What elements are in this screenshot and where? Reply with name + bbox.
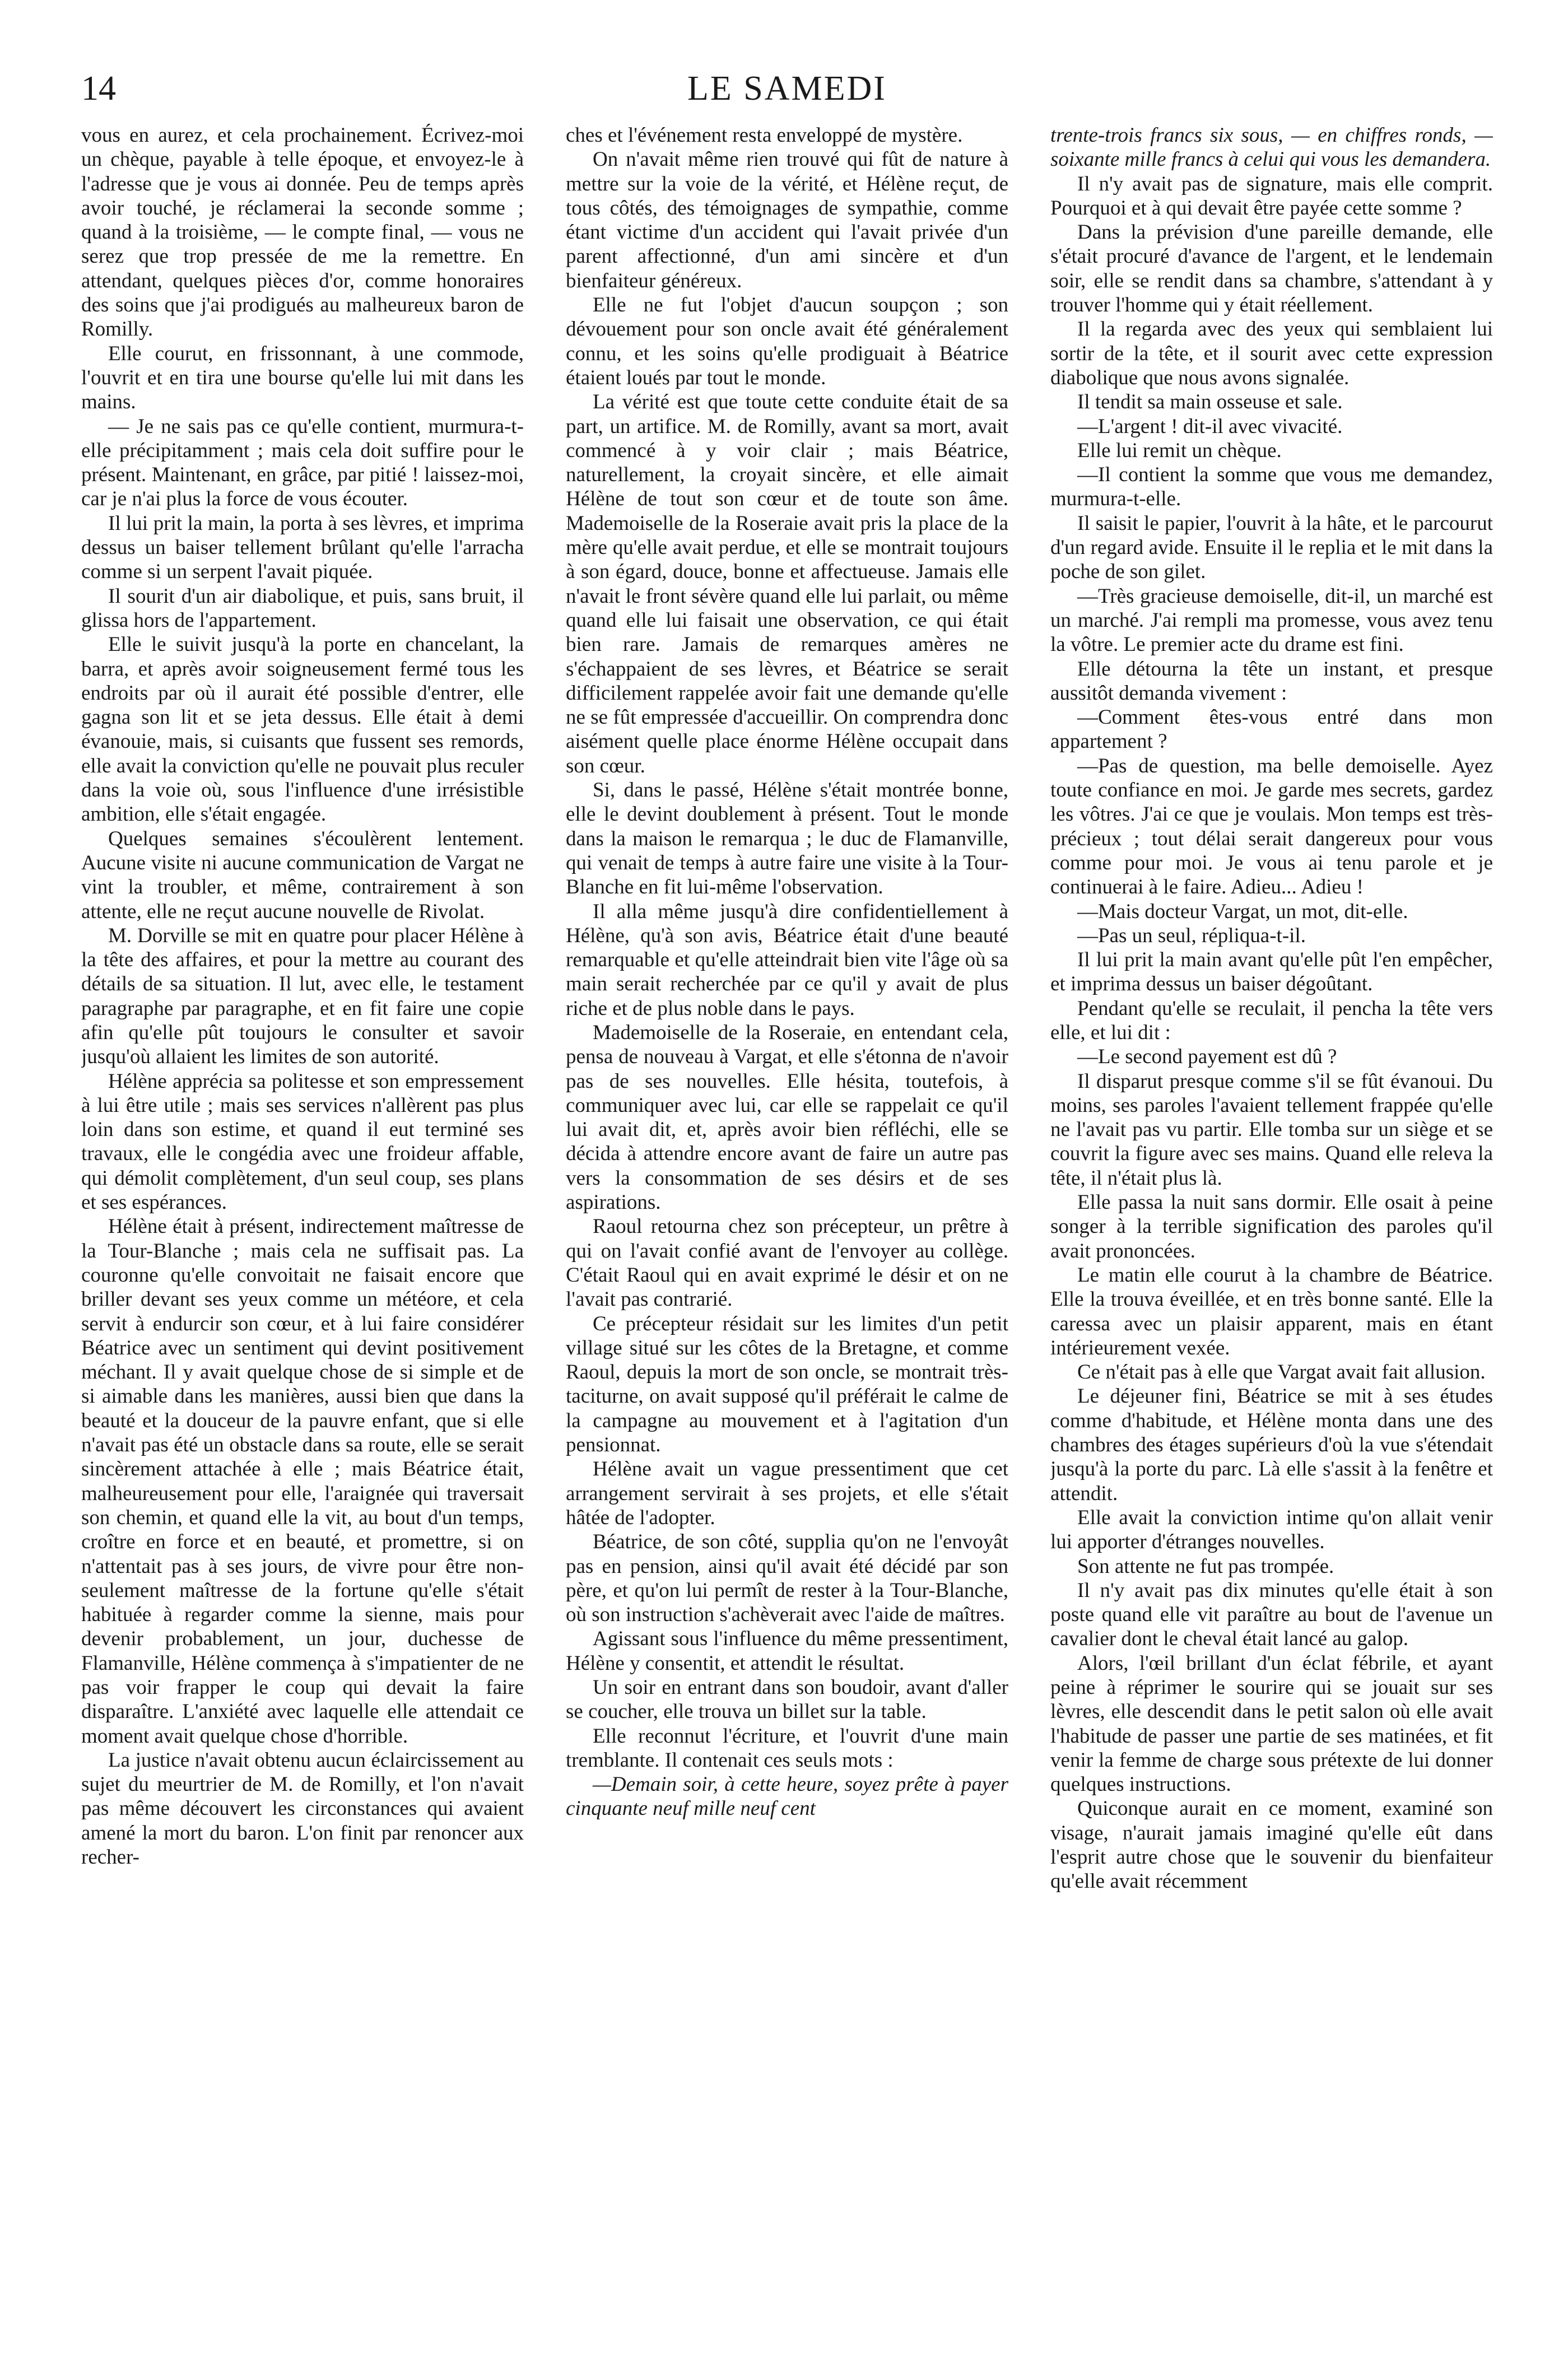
paragraph: Mademoiselle de la Roseraie, en entendant cela, pensa de nouveau à Vargat, et elle s'étonna de n'avoir pas de ses nouvelles. Elle hésita, toutefois, à communiquer avec lui, car elle se rappelait ce qu'il lui avait dit, et, après avoir bien réfléchi, elle se décida à attendre encore avant de faire un autre pas vers la consommation de ses désirs et de ses aspirations. — [566, 1021, 1008, 1214]
column-2 — [566, 123, 1008, 2341]
paragraph: —Le second payement est dû ? — [1077, 1045, 1337, 1069]
paragraph: Il lui prit la main, la porta à ses lèvres, et imprima dessus un baiser tellement brûlant qu'elle l'arracha comme si un serpent l'avait piquée. — [81, 511, 524, 584]
paragraph: Pendant qu'elle se reculait, il pencha la tête vers elle, et lui dit : — [1050, 997, 1493, 1044]
paragraph: Hélène avait un vague pressentiment que cet arrangement servirait à ses projets, et elle s'était hâtée de l'adopter. — [566, 1458, 1008, 1529]
text-columns — [81, 123, 1493, 2341]
running-title: LE SAMEDI — [687, 69, 887, 108]
paragraph: Il lui prit la main avant qu'elle pût l'en empêcher, et imprima dessus un baiser dégoûtant. — [1050, 948, 1493, 996]
paragraph: On n'avait même rien trouvé qui fût de nature à mettre sur la voie de la vérité, et Hélène reçut, de tous côtés, des témoignages de sympathie, comme étant victime d'un accident qui l'avait privée d'un parent affectionné, d'un ami sincère et d'un bienfaiteur généreux. — [566, 148, 1008, 292]
paragraph: Il n'y avait pas dix minutes qu'elle était à son poste quand elle vit paraître au bout de l'avenue un cavalier dont le cheval était lancé au galop. — [1050, 1579, 1493, 1651]
paragraph: —Il contient la somme que vous me demandez, murmura-t-elle. — [1050, 463, 1493, 511]
paragraph: Un soir en entrant dans son boudoir, avant d'aller se coucher, elle trouva un billet sur la table. — [566, 1676, 1008, 1724]
paragraph: Elle courut, en frissonnant, à une commode, l'ouvrit et en tira une bourse qu'elle lui mit dans les mains. — [81, 342, 524, 414]
paragraph: Il la regarda avec des yeux qui semblaient lui sortir de la tête, et il sourit avec cette expression diabolique que nous avons signalée. — [1050, 318, 1493, 389]
column-1 — [81, 123, 524, 2341]
paragraph: Elle passa la nuit sans dormir. Elle osait à peine songer à la terrible signification des paroles qu'il avait prononcées. — [1050, 1191, 1493, 1263]
paragraph: ches et l'événement resta enveloppé de mystère. — [566, 124, 963, 147]
paragraph: Hélène était à présent, indirectement maîtresse de la Tour-Blanche ; mais cela ne suffisait pas. La couronne qu'elle convoitait ne faisait encore que briller devant ses yeux comme un météore, et cela servit à endurcir son cœur, et à lui faire considérer Béatrice avec un sentiment qui devint positivement méchant. Il y avait quelque chose de si simple et de si aimable dans les manières, aussi bien que dans la beauté et la douceur de la pauvre enfant, que si elle n'avait pas été un obstacle dans sa route, elle se serait sincèrement attachée à elle ; mais Béatrice était, malheureusement pour elle, l'araignée qui traversait son chemin, et quand elle la vit, au bout d'un temps, croître en force et en beauté, et promettre, si on n'attentait pas à ses jours, de vivre pour être non-seulement maîtresse de la fortune qu'elle s'était habituée à regarder comme la sienne, mais pour devenir probablement, un jour, duchesse de Flamanville, Hélène commença à s'impatienter de ne pas voir frapper le coup qui devait la faire disparaître. L'anxiété avec laquelle elle attendait ce moment avait quelque chose d'horrible. — [81, 1215, 524, 1748]
paragraph: —L'argent ! dit-il avec vivacité. — [1077, 415, 1343, 438]
paragraph: Elle avait la conviction intime qu'on allait venir lui apporter d'étranges nouvelles. — [1050, 1506, 1493, 1554]
paragraph: —Pas un seul, répliqua-t-il. — [1077, 924, 1306, 947]
paragraph: —Demain soir, à cette heure, soyez prête à payer cinquante neuf mille neuf cent — [566, 1773, 1008, 1820]
paragraph: —Comment êtes-vous entré dans mon appartement ? — [1050, 706, 1493, 753]
paragraph: Elle ne fut l'objet d'aucun soupçon ; son dévouement pour son oncle avait été généralement connu, et les soins qu'elle prodiguait à Béatrice étaient loués par tout le monde. — [566, 294, 1008, 389]
paragraph: Raoul retourna chez son précepteur, un prêtre à qui on l'avait confié avant de l'envoyer au collège. C'était Raoul qui en avait exprimé le désir et on ne l'avait pas contrarié. — [566, 1215, 1008, 1311]
column-3 — [1050, 123, 1493, 2341]
paragraph: trente-trois francs six sous, — en chiffres ronds, — soixante mille francs à celui qui vous les demandera. — [1050, 124, 1493, 171]
paragraph: Il n'y avait pas de signature, mais elle comprit. Pourquoi et à qui devait être payée cette somme ? — [1050, 172, 1493, 220]
paragraph: Ce n'était pas à elle que Vargat avait fait allusion. — [1077, 1361, 1486, 1384]
paragraph: Il saisit le papier, l'ouvrit à la hâte, et le parcourut d'un regard avide. Ensuite il le replia et le mit dans la poche de son gilet. — [1050, 511, 1493, 584]
paragraph: — Je ne sais pas ce qu'elle contient, murmura-t-elle précipitamment ; mais cela doit suffire pour le présent. Maintenant, en grâce, par pitié ! laissez-moi, car je n'ai plus la force de vous écouter. — [81, 415, 524, 511]
paragraph: —Pas de question, ma belle demoiselle. Ayez toute confiance en moi. Je garde mes secrets, gardez les vôtres. J'ai ce que je voulais. Mon temps est très-précieux ; tout délai serait dangereux pour vous comme pour moi. Je vous ai tenu parole et je continuerai à le faire. Adieu... Adieu ! — [1050, 754, 1493, 899]
paragraph: Il alla même jusqu'à dire confidentiellement à Hélène, qu'à son avis, Béatrice était d'une beauté remarquable et qu'elle atteindrait bien vite l'âge où sa main serait recherchée par ce qu'il y avait de plus riche et de plus noble dans le pays. — [566, 900, 1008, 1020]
paragraph: Son attente ne fut pas trompée. — [1077, 1554, 1334, 1578]
paragraph: Agissant sous l'influence du même pressentiment, Hélène y consentit, et attendit le résultat. — [566, 1627, 1008, 1675]
paragraph: Hélène apprécia sa politesse et son empressement à lui être utile ; mais ses services n'allèrent pas plus loin dans son estime, et quand il eut terminé ses travaux, elle le congédia avec une froideur affable, qui démolit complètement, d'un seul coup, ses plans et ses espérances. — [81, 1069, 524, 1214]
paragraph: Il disparut presque comme s'il se fût évanoui. Du moins, ses paroles l'avaient tellement frappée qu'elle ne l'avait pas vu partir. Elle tomba sur un siège et se couvrit la figure avec ses mains. Quand elle releva la tête, il n'était plus là. — [1050, 1069, 1493, 1190]
paragraph: —Mais docteur Vargat, un mot, dit-elle. — [1077, 900, 1408, 923]
paragraph: Si, dans le passé, Hélène s'était montrée bonne, elle le devint doublement à présent. Tout le monde dans la maison le remarqua ; le duc de Flamanville, qui venait de temps à autre faire une visite à la Tour-Blanche en fit lui-même l'observation. — [566, 779, 1008, 899]
paragraph: Le matin elle courut à la chambre de Béatrice. Elle la trouva éveillée, et en très bonne santé. Elle la caressa avec un plaisir apparent, mais en étant intérieurement vexée. — [1050, 1263, 1493, 1359]
paragraph: Elle lui remit un chèque. — [1077, 439, 1282, 462]
paragraph: Dans la prévision d'une pareille demande, elle s'était procuré d'avance de l'argent, et le lendemain soir, elle se rendit dans sa chambre, s'attendant à y trouver l'homme qui y était réellement. — [1050, 221, 1493, 317]
page-header — [81, 66, 1493, 117]
paragraph: vous en aurez, et cela prochainement. Écrivez-moi un chèque, payable à telle époque, et envoyez-le à l'adresse que je vous ai donnée. Peu de temps après avoir touché, je réclamerai la seconde somme ; quand à la troisième, — le compte final, — vous ne serez que trop pressée de me la remettre. En attendant, quelques pièces d'or, comme honoraires des soins que j'ai prodigués au malheureux baron de Romilly. — [81, 124, 524, 341]
paragraph: La vérité est que toute cette conduite était de sa part, un artifice. M. de Romilly, avant sa mort, avait commencé à y voir clair ; mais Béatrice, naturellement, la croyait sincère, et elle aimait Hélène de tout son cœur et de toute son âme. Mademoiselle de la Roseraie avait pris la place de la mère qu'elle avait perdue, et elle se montrait toujours à son égard, douce, bonne et affectueuse. Jamais elle n'avait le front sévère quand elle lui parlait, ou même quand elle lui faisait une observation, ce qui était bien rare. Jamais de remarques amères ne s'échappaient de ses lèvres, et Béatrice se serait difficilement rappelée avoir fait une demande qu'elle ne se fût empressée d'accueillir. On comprendra donc aisément quelle place énorme Hélène occupait dans son cœur. — [566, 390, 1008, 777]
paragraph: Elle reconnut l'écriture, et l'ouvrit d'une main tremblante. Il contenait ces seuls mots : — [566, 1724, 1008, 1772]
paragraph: Quelques semaines s'écoulèrent lentement. Aucune visite ni aucune communication de Vargat ne vint la troubler, et même, contrairement à son attente, elle ne reçut aucune nouvelle de Rivolat. — [81, 827, 524, 923]
paragraph: Elle le suivit jusqu'à la porte en chancelant, la barra, et après avoir soigneusement fermé tous les endroits par où il aurait été possible d'entrer, elle gagna son lit et se jeta dessus. Elle était à demi évanouie, mais, si cuisants que fussent ses remords, elle avait la conviction qu'elle ne pouvait plus reculer dans la voie où, sous l'influence d'une irrésistible ambition, elle s'était engagée. — [81, 633, 524, 826]
paragraph: Béatrice, de son côté, supplia qu'on ne l'envoyât pas en pension, ainsi qu'il avait été décidé par son père, et qu'on lui permît de rester à la Tour-Blanche, où son instruction s'achèverait avec l'aide de maîtres. — [566, 1530, 1008, 1627]
paragraph: Ce précepteur résidait sur les limites d'un petit village situé sur les côtes de la Bretagne, et comme Raoul, depuis la mort de son oncle, se montrait très-taciturne, on avait supposé qu'il préférait le calme de la campagne au mouvement et à l'agitation d'un pensionnat. — [566, 1312, 1008, 1457]
paragraph: Il tendit sa main osseuse et sale. — [1077, 390, 1343, 414]
paragraph: Elle détourna la tête un instant, et presque aussitôt demanda vivement : — [1050, 657, 1493, 705]
paragraph: Le déjeuner fini, Béatrice se mit à ses études comme d'habitude, et Hélène monta dans une des chambres des étages supérieurs d'où la vue s'étendait jusqu'à la porte du parc. Là elle s'assit à la fenêtre et attendit. — [1050, 1385, 1493, 1505]
paragraph: Il sourit d'un air diabolique, et puis, sans bruit, il glissa hors de l'appartement. — [81, 584, 524, 632]
page-number: 14 — [81, 69, 116, 108]
paragraph: —Très gracieuse demoiselle, dit-il, un marché est un marché. J'ai rempli ma promesse, vous avez tenu la vôtre. Le premier acte du drame est fini. — [1050, 584, 1493, 656]
paragraph: Alors, l'œil brillant d'un éclat fébrile, et ayant peine à réprimer le sourire qui se jouait sur ses lèvres, elle descendit dans le petit salon où elle avait l'habitude de passer une partie de ses matinées, et fit venir la femme de charge sous prétexte de lui donner quelques instructions. — [1050, 1651, 1493, 1796]
paragraph: Quiconque aurait en ce moment, examiné son visage, n'aurait jamais imaginé qu'elle eût dans l'esprit autre chose que le souvenir du bienfaiteur qu'elle avait récemment — [1050, 1797, 1493, 1893]
paragraph: La justice n'avait obtenu aucun éclaircissement au sujet du meurtrier de M. de Romilly, et l'on n'avait pas même découvert les circonstances qui avaient amené la mort du baron. L'on finit par renoncer aux recher- — [81, 1748, 524, 1869]
paragraph: M. Dorville se mit en quatre pour placer Hélène à la tête des affaires, et pour la mettre au courant des détails de sa situation. Il lut, avec elle, le testament paragraphe par paragraphe, et en fit faire une copie afin qu'elle pût toujours le consulter et savoir jusqu'où allaient les limites de son autorité. — [81, 924, 524, 1069]
